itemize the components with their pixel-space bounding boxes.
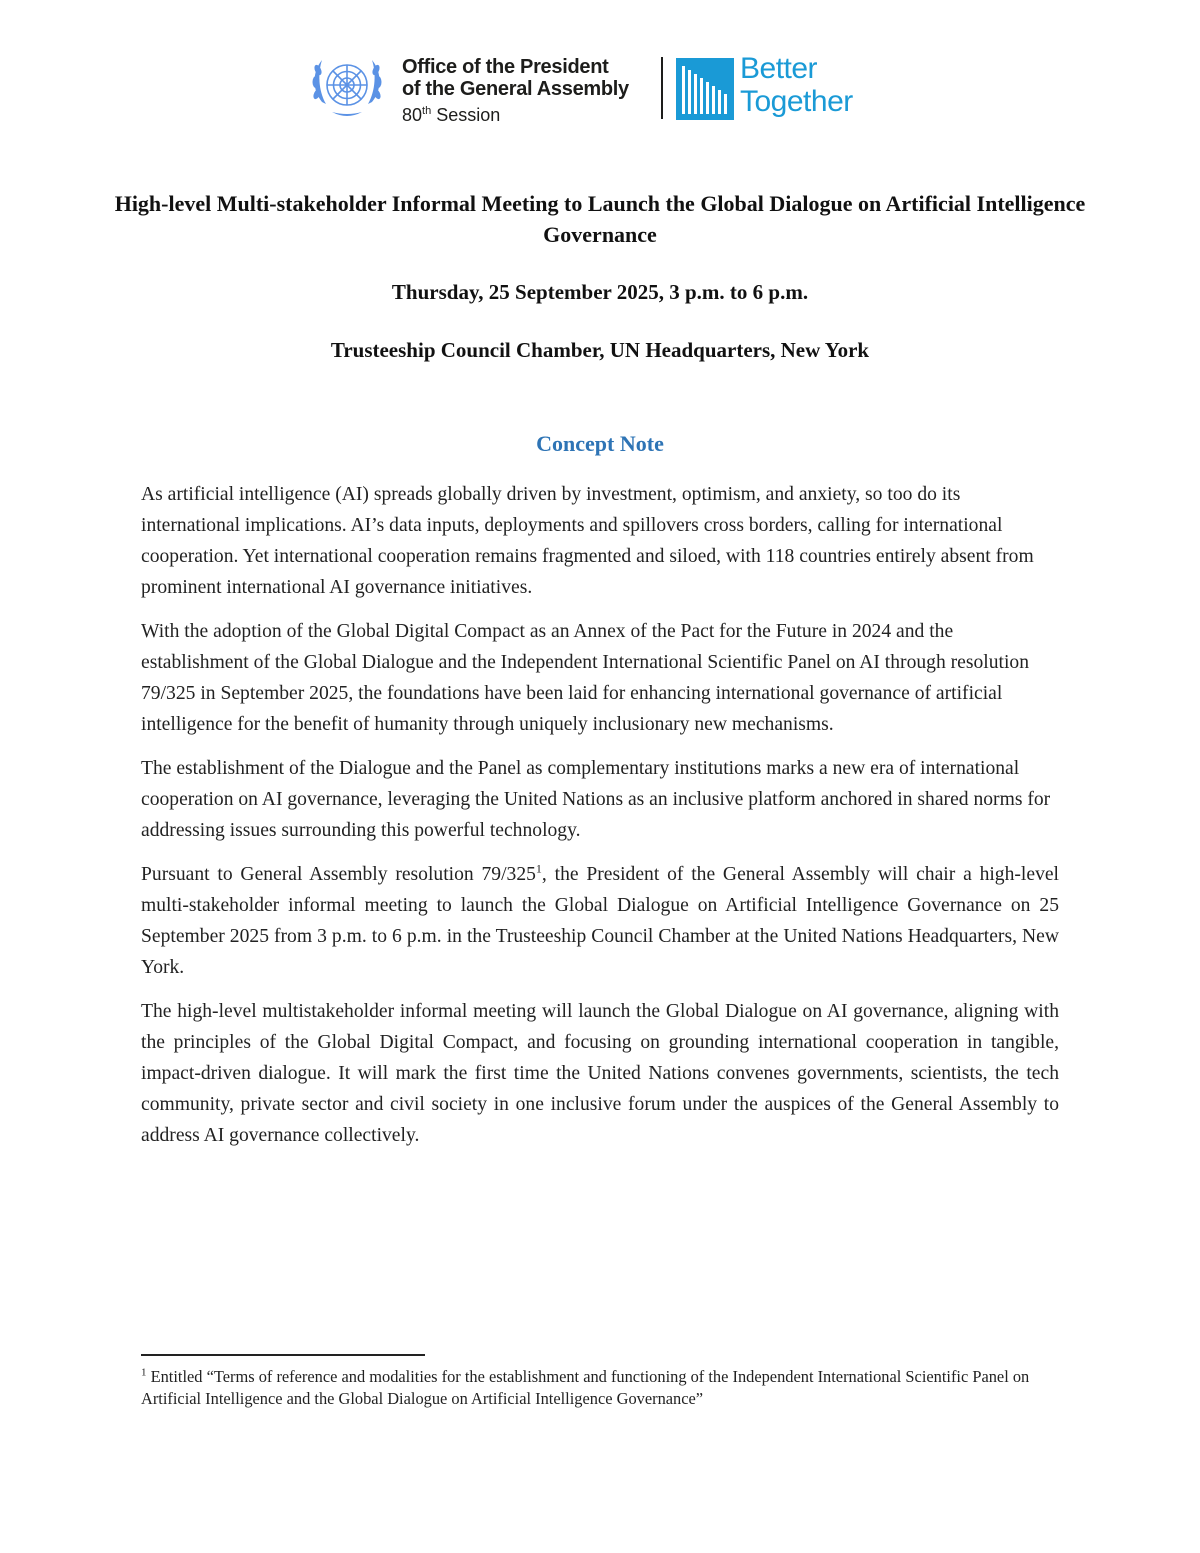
paragraph-1: As artificial intelligence (AI) spreads globally driven by investment, optimism, and anxiety, so too do its international implications. AI’s data inputs, deployments and spillovers cross borders, calling for international cooperation. Yet international cooperation remains fragmented and siloed, with 118 countries entirely absent from prominent international AI governance initiatives.	[141, 484, 1034, 598]
un-building-icon	[676, 58, 734, 120]
campaign-logo-text	[740, 52, 853, 118]
paragraph-5: The high-level multistakeholder informal meeting will launch the Global Dialogue on AI governance, aligning with the principles of the Global Digital Compact, and focusing on grounding international cooperation in tangible, impact-driven dialogue. It will mark the first time the United Nations convenes governments, scientists, the tech community, private sector and civil society in one inclusive forum under the auspices of the General Assembly to address AI governance collectively.	[141, 1001, 1059, 1146]
session-label	[402, 100, 629, 126]
logo-divider	[661, 57, 663, 119]
footnote	[141, 1366, 1059, 1410]
paragraph-3: The establishment of the Dialogue and the Panel as complementary institutions marks a new era of international cooperation on AI governance, leveraging the United Nations as an inclusive platform anchored in shared norms for addressing issues surrounding this powerful technology.	[141, 758, 1051, 841]
paragraph-4	[141, 859, 1059, 983]
campaign-line-1: Better	[740, 52, 818, 85]
un-emblem-icon	[308, 52, 386, 124]
document-title: High-level Multi-stakeholder Informal Meeting to Launch the Global Dialogue on Artificial Intelligence Governance	[114, 191, 1086, 247]
footnote-reference[interactable]: 1	[535, 861, 542, 876]
meeting-venue: Trusteeship Council Chamber, UN Headquarters, New York	[330, 338, 870, 362]
office-name	[402, 56, 629, 126]
campaign-line-2: Together	[740, 85, 853, 118]
paragraph-2: With the adoption of the Global Digital Compact as an Annex of the Pact for the Future in 2024 and the establishment of the Global Dialogue and the Independent International Scientific Panel on AI through resolution 79/325 in September 2025, the foundations have been laid for enhancing international governance of artificial intelligence for the benefit of humanity through uniquely inclusionary new mechanisms.	[141, 621, 1030, 735]
session-suffix: th	[422, 105, 432, 117]
section-heading: Concept Note	[536, 431, 664, 456]
office-line-2: of the General Assembly	[402, 78, 629, 100]
paragraph-4-lead: Pursuant to General Assembly resolution 79/325	[141, 864, 536, 885]
footnote-text: Entitled “Terms of reference and modalities for the establishment and functioning of the Independent International Scientific Panel on Artificial Intelligence and the Global Dialogue on Artificial Intelligence Governance”	[141, 1367, 1030, 1408]
letterhead	[308, 52, 888, 124]
session-word: Session	[431, 105, 501, 125]
body-text	[141, 479, 1059, 1164]
session-number: 80	[402, 105, 423, 125]
office-line-1: Office of the President	[402, 56, 609, 78]
footnote-separator	[141, 1354, 425, 1356]
footnote-marker: 1	[141, 1366, 147, 1379]
paragraph-4-rest: , the President of the General Assembly will chair a high-level multi-stakeholder informal meeting to launch the Global Dialogue on Artificial Intelligence Governance on 25 September 2025 from 3 p.m. to 6 p.m. in the Trusteeship Council Chamber at the United Nations Headquarters, New York.	[141, 864, 1060, 978]
meeting-date: Thursday, 25 September 2025, 3 p.m. to 6 p.m.	[391, 280, 809, 304]
